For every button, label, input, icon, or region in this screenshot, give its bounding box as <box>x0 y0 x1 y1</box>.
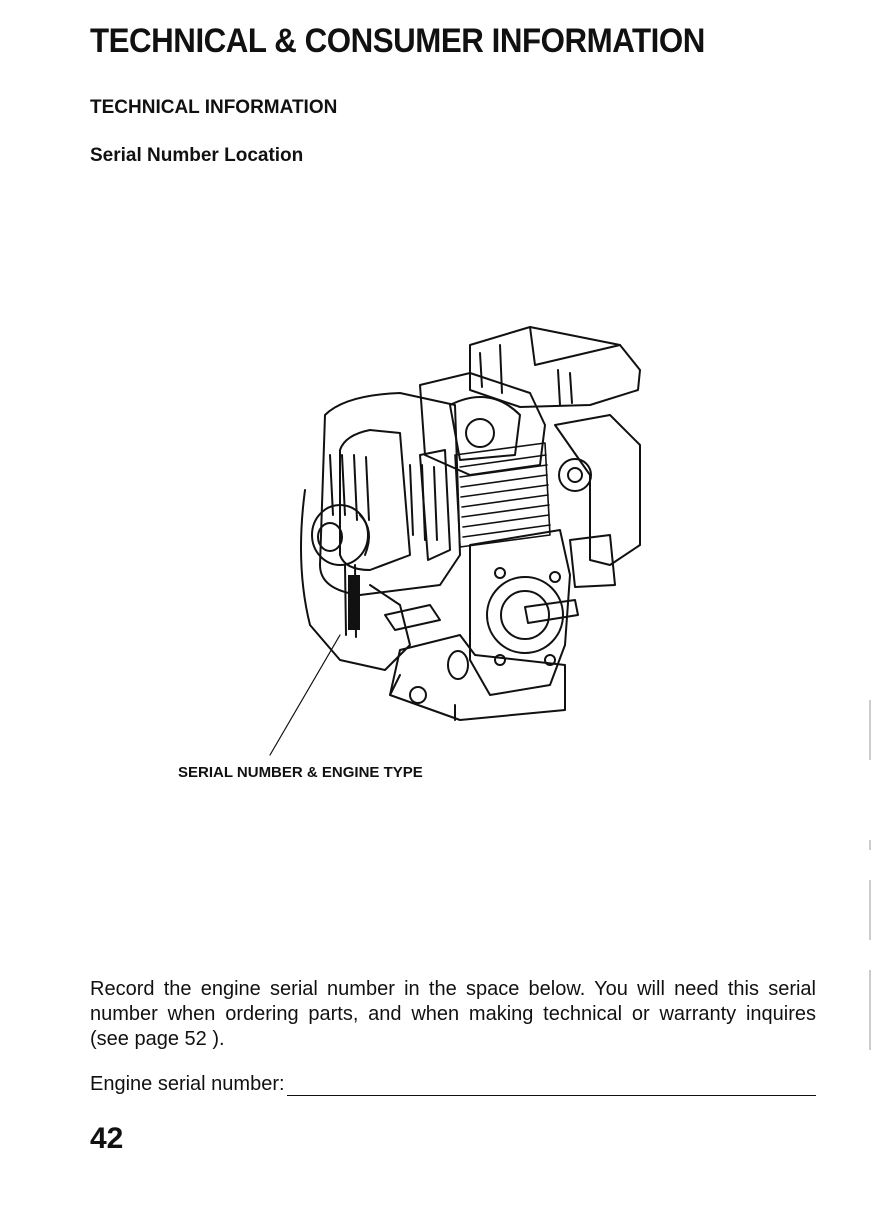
instruction-paragraph: Record the engine serial number in the space below. You will need this serial number when ordering parts, and when making technical or warranty inquires (see page 52 ). <box>90 978 816 1050</box>
page-title: TECHNICAL & CONSUMER INFORMATION <box>90 22 705 60</box>
scan-edge-marks <box>868 700 874 1060</box>
cylinder-head <box>420 373 545 475</box>
callout-leader-line <box>270 635 340 755</box>
serial-number-label: Engine serial number: <box>90 1073 285 1095</box>
section-heading: TECHNICAL INFORMATION <box>90 97 338 118</box>
sub-heading: Serial Number Location <box>90 145 304 166</box>
serial-number-field[interactable] <box>90 1071 816 1096</box>
serial-number-blank-line[interactable] <box>287 1071 816 1096</box>
engine-illustration <box>170 315 670 795</box>
air-cleaner-cover <box>470 327 640 407</box>
page-number: 42 <box>90 1122 124 1155</box>
crankcase <box>470 530 578 695</box>
figure-callout-serial-number: SERIAL NUMBER & ENGINE TYPE <box>178 764 423 781</box>
